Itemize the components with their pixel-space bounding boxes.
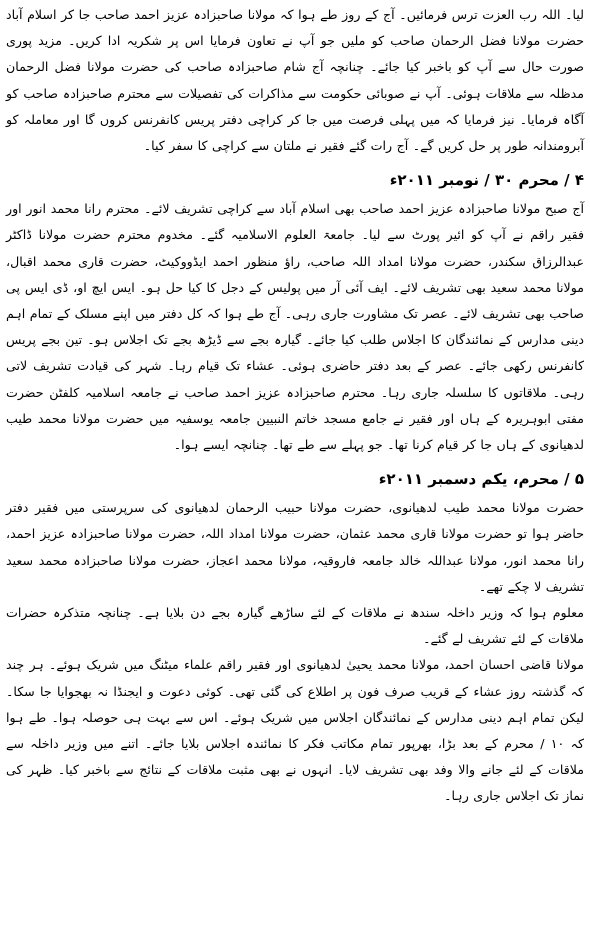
date-heading: ۵ / محرم، یکم دسمبر ۲۰۱۱ء (378, 470, 584, 489)
body-paragraph: مولانا قاضی احسان احمد، مولانا محمد یحییٰ لدھیانوی اور فقیر راقم علماء میٹنگ میں شریک ہوئے۔ ہر چند کہ گذشتہ روز عشاء کے قریب صرف فون پر اطلاع کی گئی تھی۔ کوئی دعوت و ایجنڈا نہ بھجوایا جا سکا۔ لیکن تمام اہم دینی مدارس کے نمائندگان اجلاس میں شریک ہوئے۔ اس سے بہت ہی حوصلہ ہوا۔ طے ہوا کہ ۱۰ / محرم کے بعد بڑا، بھرپور تمام مکاتب فکر کا نمائندہ اجلاس بلایا جائے۔ اتنے میں وزیر داخلہ سے ملاقات کے لئے جانے والا وفد بھی تشریف لایا۔ انہوں نے بھی مثبت ملاقات کے نتائج سے باخبر کیا۔ ظہر کی نماز تک اجلاس جاری رہا۔ (6, 657, 584, 804)
body-paragraph: حضرت مولانا محمد طیب لدھیانوی، حضرت مولانا حبیب الرحمان لدھیانوی کی سرپرستی میں فقیر دفتر حاضر ہوا تو حضرت مولانا قاری محمد عثمان، حضرت مولانا امداد اللہ، حضرت مولانا صاحبزادہ عزیز احمد، رانا محمد انور، مولانا عبداللہ خالد جامعہ فاروقیہ، مولانا محمد اعجاز، حضرت مولانا صاحبزادہ محمد سعید تشریف لا چکے تھے۔ (6, 500, 584, 594)
body-paragraph: لیا۔ اللہ رب العزت ترس فرمائیں۔ آج کے روز طے ہوا کہ مولانا صاحبزادہ عزیز احمد صاحب جا کر اسلام آباد حضرت مولانا فضل الرحمان صاحب کو ملیں جو آپ نے تعاون فرمایا اس پر شکریہ ادا کریں۔ مزید پوری صورت حال سے آپ کو باخبر کیا جائے۔ چنانچہ آج شام صاحبزادہ صاحب کی حضرت مولانا فضل الرحمان مدظلہ سے ملاقات ہوئی۔ آپ نے صوبائی حکومت سے مذاکرات کی تفصیلات سے محترم صاحبزادہ صاحب کو آگاہ فرمایا۔ نیز فرمایا کہ میں پہلی فرصت میں جا کر کراچی دفتر پریس کانفرنس کروں گا اور معاملہ کو آبرومندانہ طور پر حل کریں گے۔ آج رات گئے فقیر نے ملتان سے کراچی کا سفر کیا۔ (6, 7, 584, 154)
body-paragraph: معلوم ہوا کہ وزیر داخلہ سندھ نے ملاقات کے لئے ساڑھے گیارہ بجے دن بلایا ہے۔ چنانچہ متذکرہ حضرات ملاقات کے لئے تشریف لے گئے۔ (6, 605, 584, 647)
body-paragraph: آج صبح مولانا صاحبزادہ عزیز احمد صاحب بھی اسلام آباد سے کراچی تشریف لائے۔ محترم رانا محمد انور اور فقیر راقم نے آپ کو ائیر پورٹ سے لیا۔ جامعۃ العلوم الاسلامیہ گئے۔ مخدوم محترم حضرت مولانا ڈاکٹر عبدالرزاق سکندر، حضرت مولانا امداد اللہ صاحب، راؤ منظور احمد ایڈووکیٹ، حضرت قاری محمد اقبال، مولانا محمد سعید بھی تشریف لائے۔ ایف آئی آر میں پولیس کے دجل کا کیا حل ہو۔ ایس ایچ او، ڈی ایس پی صاحب بھی تشریف لائے۔ عصر تک مشاورت جاری رہی۔ آج طے ہوا کہ کل دفتر میں اپنے مسلک کے تمام اہم دینی مدارس کے نمائندگان کا اجلاس طلب کیا جائے۔ گیارہ بجے سے ڈیڑھ بجے تک اجلاس ہو۔ تین بجے پریس کانفرنس رکھی جائے۔ عصر کے بعد دفتر حاضری ہوئی۔ عشاء تک قیام رہا۔ شہر کی قیادت تشریف لاتی رہی۔ ملاقاتوں کا سلسلہ جاری رہا۔ محترم صاحبزادہ عزیز احمد صاحب نے جامعہ اسلامیہ کلفٹن حضرت مفتی ابوہریرہ کے ہاں اور فقیر نے جامع مسجد خاتم النبیین جامعہ یوسفیہ میں حضرت مولانا محمد طیب لدھیانوی کے ہاں جا کر قیام کرنا تھا۔ جو پہلے سے طے تھا۔ چنانچہ ایسے ہوا۔ (6, 201, 584, 453)
date-heading: ۴ / محرم ۳۰ / نومبر ۲۰۱۱ء (389, 171, 584, 190)
